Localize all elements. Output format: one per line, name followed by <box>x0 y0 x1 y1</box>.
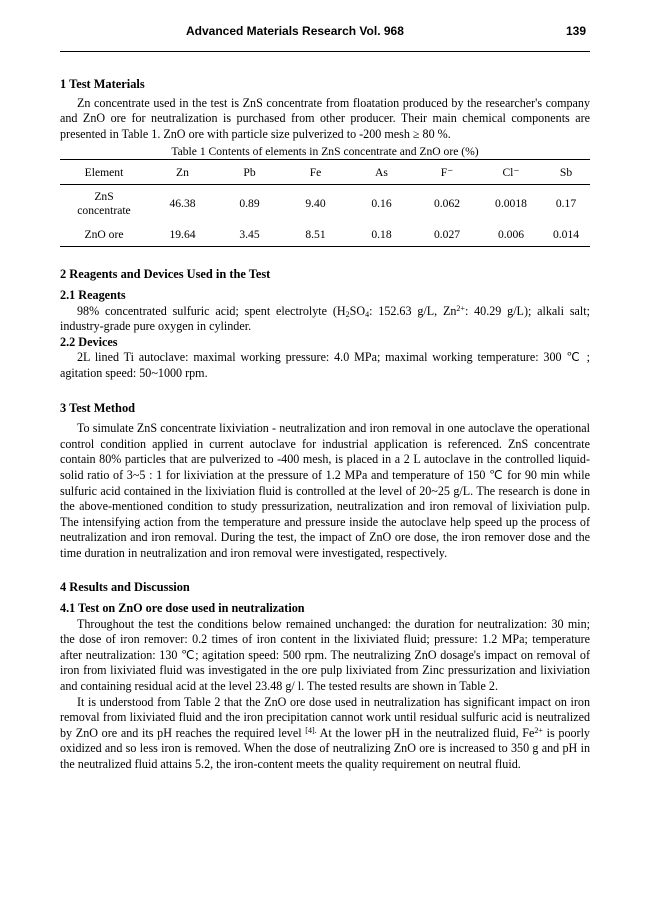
paper-page <box>60 0 590 773</box>
th-cl: Cl⁻ <box>480 160 542 185</box>
section-1-paragraph: Zn concentrate used in the test is ZnS concentrate from floatation produced by the researcher's company and ZnO ore for neutralization is purchased from other producer. Their main chemical components are presented in Table 1. ZnO ore with particle size pulverized to -200 mesh ≥ 80 %. <box>60 95 590 141</box>
th-sb: Sb <box>542 160 590 185</box>
page-number: 139 <box>565 24 586 38</box>
cell-cl: 0.006 <box>480 222 542 247</box>
cell-sb: 0.17 <box>555 197 577 211</box>
article-body <box>60 52 590 773</box>
subsection-2-1-paragraph: 98% concentrated sulfuric acid; spent electrolyte ($H_2SO_4$: 152.63 g/L, $Zn^{2+}$: 40.29 g/L); alkali salt; industry-grade pure oxygen in cylinder. <box>60 303 590 334</box>
th-fe: Fe <box>282 160 349 185</box>
th-element: Element <box>60 160 148 185</box>
table-1 <box>60 159 590 247</box>
subsection-4-1-paragraph-2: It is understood from Table 2 that the ZnO ore dose used in neutralization has significant impact on iron removal from lixiviated fluid and the iron precipitation cannot work until residual sulfuric acid is neutralized by ZnO ore and its pH reaches the required level $^{[4].}$ At the lower pH in the neutralized fluid, $Fe^{2+}$ is poorly oxidized and so less iron is removed. When the dose of neutralizing ZnO ore is increased to 350 g and pH in the neutralized fluid attains 5.2, the iron-content meets the quality requirement on neutral fluid. <box>60 694 590 771</box>
section-1-heading: 1 Test Materials <box>60 77 145 91</box>
table-row <box>60 222 590 247</box>
subsection-2-1-heading: 2.1 Reagents <box>60 287 126 302</box>
section-4-heading: 4 Results and Discussion <box>60 580 190 595</box>
subsection-4-1-heading: 4.1 Test on ZnO ore dose used in neutralization <box>60 601 305 616</box>
cell-cl: 0.0018 <box>495 197 527 211</box>
cell-fe: 8.51 <box>282 222 349 247</box>
th-zn: Zn <box>148 160 217 185</box>
subsection-2-2-paragraph: 2L lined Ti autoclave: maximal working pressure: 4.0 MPa; maximal working temperature: 300 ℃ ; agitation speed: 50~1000 rpm. <box>60 350 590 380</box>
cell-f: 0.027 <box>414 222 480 247</box>
cell-zn: 46.38 <box>169 197 196 211</box>
subsection-2-2-heading: 2.2 Devices <box>60 334 118 349</box>
cell-element: ZnO ore <box>60 222 148 247</box>
section-3-paragraph: To simulate ZnS concentrate lixiviation - neutralization and iron removal in one autoclave the operational control condition applied in current autoclave for industrial application is referenced. ZnS concentrate contain 80% particles that are pulverized to -400 mesh, is placed in a 2 L autoclave in the controlled liquid-solid ratio of 3~5 : 1 for lixiviation at the pressure of 1.2 MPa and temperature of 150 ℃ for 90 min while sulfuric acid contained in the lixiviation fluid is controlled at the level of 20~25 g/L. The research is done in the above-mentioned condition to study pressurization, neutralization and iron removal of lixiviation pulp. The intensifying action from the temperature and pressure inside the autoclave help speed up the process of neutralization and iron removal. During the test, the impact of ZnO ore dose, the iron remover dose and the time duration in neutralization and iron removal were investigated, respectively. <box>60 421 590 560</box>
th-as: As <box>349 160 414 185</box>
cell-element: ZnS concentrate <box>77 190 131 217</box>
th-pb: Pb <box>217 160 282 185</box>
section-3-heading: 3 Test Method <box>60 400 136 415</box>
table-row <box>60 185 590 223</box>
cell-pb: 0.89 <box>239 197 260 211</box>
running-header <box>60 0 590 52</box>
cell-fe: 9.40 <box>305 197 326 211</box>
cell-sb: 0.014 <box>542 222 590 247</box>
cell-as: 0.18 <box>349 222 414 247</box>
journal-title: Advanced Materials Research Vol. 968 <box>186 24 404 38</box>
cell-zn: 19.64 <box>148 222 217 247</box>
subsection-4-1-paragraph-1: Throughout the test the conditions below remained unchanged: the duration for neutralization: 30 min; the dose of iron remover: 0.2 times of iron content in the lixiviated fluid; pressure: 1.2 MPa; temperature after neutralization: 130 ℃; agitation speed: 500 rpm. The neutralizing ZnO dosage's impact on removal of iron from lixiviated fluid was investigated in the ore pulp lixiviated from Zinc pressurization and lixiviation and containing residual acid at the level 23.48 g/ l. The tested results are shown in Table 2. <box>60 616 590 694</box>
table-1-caption: Table 1 Contents of elements in ZnS concentrate and ZnO ore (%) <box>171 145 479 159</box>
cell-as: 0.16 <box>371 197 392 211</box>
cell-f: 0.062 <box>433 197 461 211</box>
th-f: F⁻ <box>414 160 480 185</box>
section-2-heading: 2 Reagents and Devices Used in the Test <box>60 267 271 282</box>
cell-pb: 3.45 <box>217 222 282 247</box>
table-header-row <box>60 160 590 185</box>
